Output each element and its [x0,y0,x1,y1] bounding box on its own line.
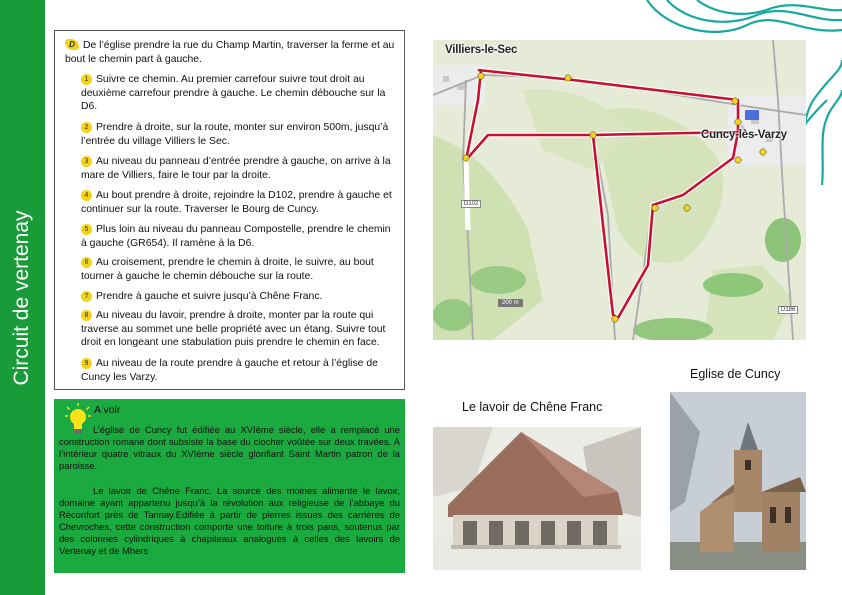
step-4 [65,189,396,216]
step-text: Au niveau du panneau d’entrée prendre à gauche, on arrive à la mare de Villiers, faire le tour par la droite. [81,156,391,181]
step-marker: 7 [81,291,92,302]
steps-box [54,30,405,390]
step-9 [65,357,396,384]
step-marker: 9 [81,358,92,369]
map-scale: 200 m [498,299,523,307]
lavoir-photo [433,427,641,570]
side-title: Circuit de vertenay [10,210,33,386]
step-3 [65,155,396,182]
a-voir-box [54,399,405,573]
route-map [433,40,806,340]
step-marker: 4 [81,190,92,201]
step-text: De l’église prendre la rue du Champ Martin, traverser la ferme et au bout le chemin part à gauche. [65,40,395,65]
map-graphic [433,40,806,340]
side-strip [0,0,45,595]
step-text: Au bout prendre à droite, rejoindre la D102, prendre à gauche et continuer sur la route. Traverser le Bourg de Cuncy. [81,190,392,215]
step-6 [65,256,396,283]
a-voir-title: A voir [94,404,121,416]
road-label-d102: D102 [461,200,481,208]
step-marker: 2 [81,122,92,133]
step-2 [65,121,396,148]
step-marker: 8 [81,310,92,321]
eglise-photo [670,392,806,570]
step-marker: 1 [81,74,92,85]
step-text: Suivre ce chemin. Au premier carrefour suivre tout droit au deuxième carrefour prendre à gauche. Le chemin débouche sur la D6. [81,74,386,112]
step-text: Au niveau du lavoir, prendre à droite, monter par la route qui traverse au sommet une belle propriété avec un étang. Suivre tout droit en longeant une stabulation puis prendre le chemin en face. [81,310,386,348]
step-d [65,39,396,66]
eglise-caption: Eglise de Cuncy [690,367,781,381]
step-text: Au niveau de la route prendre à gauche et retour à l’église de Cuncy les Varzy. [81,358,378,383]
step-text: Prendre à droite, sur la route, monter sur environ 500m, jusqu’à l’entrée du village Villiers le Sec. [81,122,389,147]
road-label-d186: D186 [778,306,798,314]
map-label-cuncy: Cuncy-lès-Varzy [701,129,787,141]
step-text: Au croisement, prendre le chemin à droite, le suivre, au bout tourner à gauche le chemin débouche sur la route. [81,257,374,282]
step-7 [65,290,396,304]
a-voir-eglise-text: L’église de Cuncy fut édifiée au XVIème siècle, elle a remplacé une construction romane dont subsiste la base du clocher voûtée sur deux travées. A l’intérieur quatre vitraux du XVIème siècle glorifiant Saint Martin patron de la paroisse. [59,424,400,471]
step-marker: 3 [81,156,92,167]
step-text: Plus loin au niveau du panneau Compostelle, prendre le chemin à gauche (GR654). Il ramène à la D6. [81,224,391,249]
lavoir-caption: Le lavoir de Chêne Franc [462,400,603,414]
map-label-villiers: Villiers-le-Sec [445,44,518,56]
step-marker: D [65,39,79,50]
a-voir-lavoir-text: Le lavoir de Chêne Franc. La source des moines alimente le lavoir, domaine ayant appartenu jusqu’à la révolution aux religieuse de l’abbaye du Réconfort près de Tannay.Edifiée à partir de pierres issues des carrières de Chevroches, cette construction comporte une toiture à trois pans, soutenus par des colonnes cylindriques à chapiteaux analogues à celles des lavoirs de Vertenay et de Mhers [59,485,400,556]
step-8 [65,309,396,350]
step-1 [65,73,396,114]
step-marker: 5 [81,224,92,235]
step-marker: 6 [81,257,92,268]
step-5 [65,223,396,250]
step-text: Prendre à gauche et suivre jusqu’à Chêne Franc. [96,291,323,302]
